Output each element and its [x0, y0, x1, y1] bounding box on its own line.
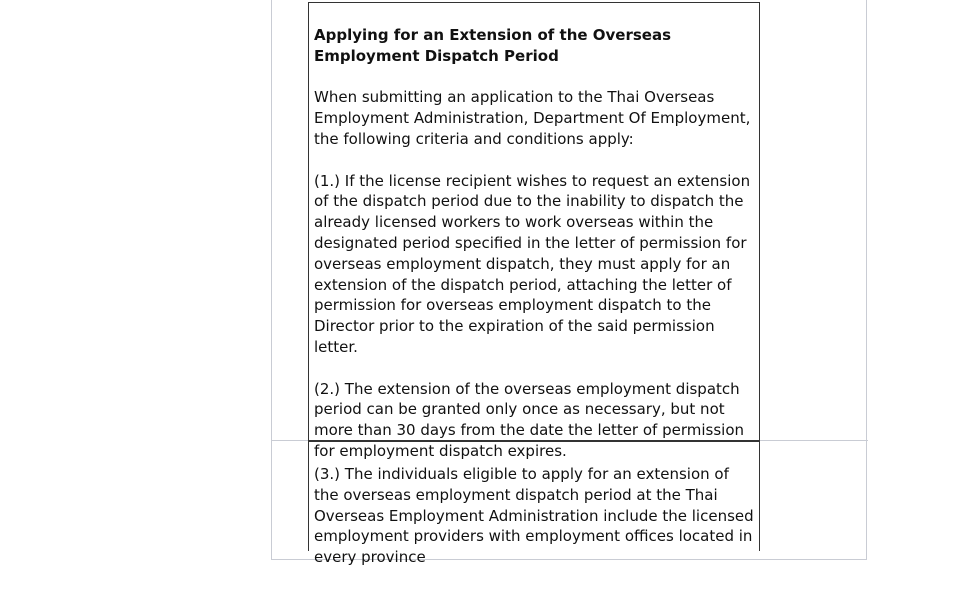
- page-1-content: [314, 25, 756, 483]
- criteria-item-2: (2.) The extension of the overseas employment dispatch period can be granted only once as necessary, but not more than 30 days from the date the letter of permission for employment dispatch expires.: [314, 379, 745, 460]
- criteria-item-1: (1.) If the license recipient wishes to request an extension of the dispatch period due to the inability to dispatch the already licensed workers to work overseas within the designated period specified in the letter of permission for overseas employment dispatch, they must apply for an extension of the dispatch period, attaching the letter of permission for overseas employment dispatch to the Director prior to the expiration of the said permission letter.: [314, 171, 751, 356]
- intro-paragraph: When submitting an application to the Thai Overseas Employment Administration, Department Of Employment, the following criteria and conditions apply:: [314, 88, 751, 148]
- criteria-item-3: (3.) The individuals eligible to apply for an extension of the overseas employment dispatch period at the Thai Overseas Employment Administration include the licensed employment providers with employment offices located in every province: [314, 465, 754, 567]
- document-heading: Applying for an Extension of the Overseas Employment Dispatch Period: [314, 26, 672, 65]
- page-2-content: [314, 464, 756, 589]
